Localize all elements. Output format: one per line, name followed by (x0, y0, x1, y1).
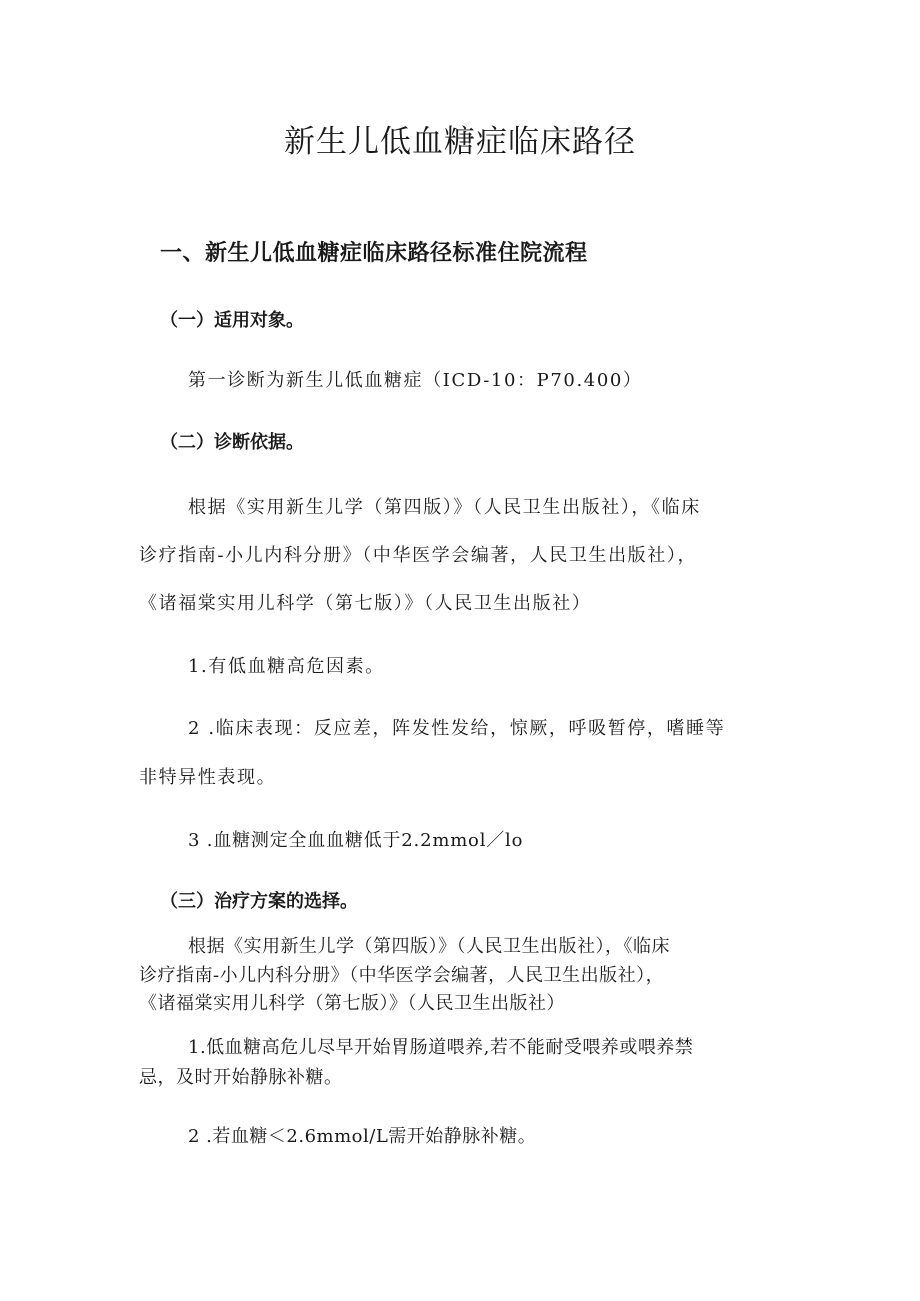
diagnosis-item-3: 3 .血糖测定全血血糖低于2.2mmol／lo (188, 830, 524, 851)
treatment-basis-line-1: 根据《实用新生儿学（第四版）》（人民卫生出版社），《临床 (188, 936, 670, 957)
treatment-item-2: 2 .若血糖＜2.6mmol/L需开始静脉补糖。 (188, 1126, 537, 1147)
diagnosis-basis-line-1: 根据《实用新生儿学（第四版）》（人民卫生出版社），《临床 (188, 497, 701, 518)
subsection-heading-diagnosis-basis: （二）诊断依据。 (160, 432, 304, 453)
treatment-item-1-line-2: 忌，及时开始静脉补糖。 (139, 1067, 343, 1088)
subsection-heading-applicable-target: （一）适用对象。 (160, 310, 304, 331)
treatment-item-1-line-1: 1.低血糖高危儿尽早开始胃肠道喂养,若不能耐受喂养或喂养禁 (188, 1037, 694, 1058)
diagnosis-basis-line-3: 《诸福棠实用儿科学（第七版）》（人民卫生出版社） (139, 593, 592, 614)
subsection-heading-treatment-plan: （三）治疗方案的选择。 (160, 891, 358, 912)
diagnosis-item-1: 1.有低血糖高危因素。 (188, 656, 385, 677)
applicable-target-text: 第一诊断为新生儿低血糖症（ICD-10：P70.400） (188, 370, 643, 391)
section-heading: 一、新生儿低血糖症临床路径标准住院流程 (160, 241, 588, 266)
document-title: 新生儿低血糖症临床路径 (284, 124, 636, 160)
diagnosis-item-2-line-1: 2 .临床表现：反应差，阵发性发给，惊厥，呼吸暂停，嗜睡等 (188, 718, 726, 739)
treatment-basis-line-3: 《诸福棠实用儿科学（第七版）》（人民卫生出版社） (139, 993, 565, 1014)
diagnosis-item-2-line-2: 非特异性表现。 (139, 767, 277, 788)
diagnosis-basis-line-2: 诊疗指南-小儿内科分册》（中华医学会编著，人民卫生出版社）， (139, 545, 698, 566)
treatment-basis-line-2: 诊疗指南-小儿内科分册》（中华医学会编著，人民卫生出版社）， (139, 965, 665, 986)
